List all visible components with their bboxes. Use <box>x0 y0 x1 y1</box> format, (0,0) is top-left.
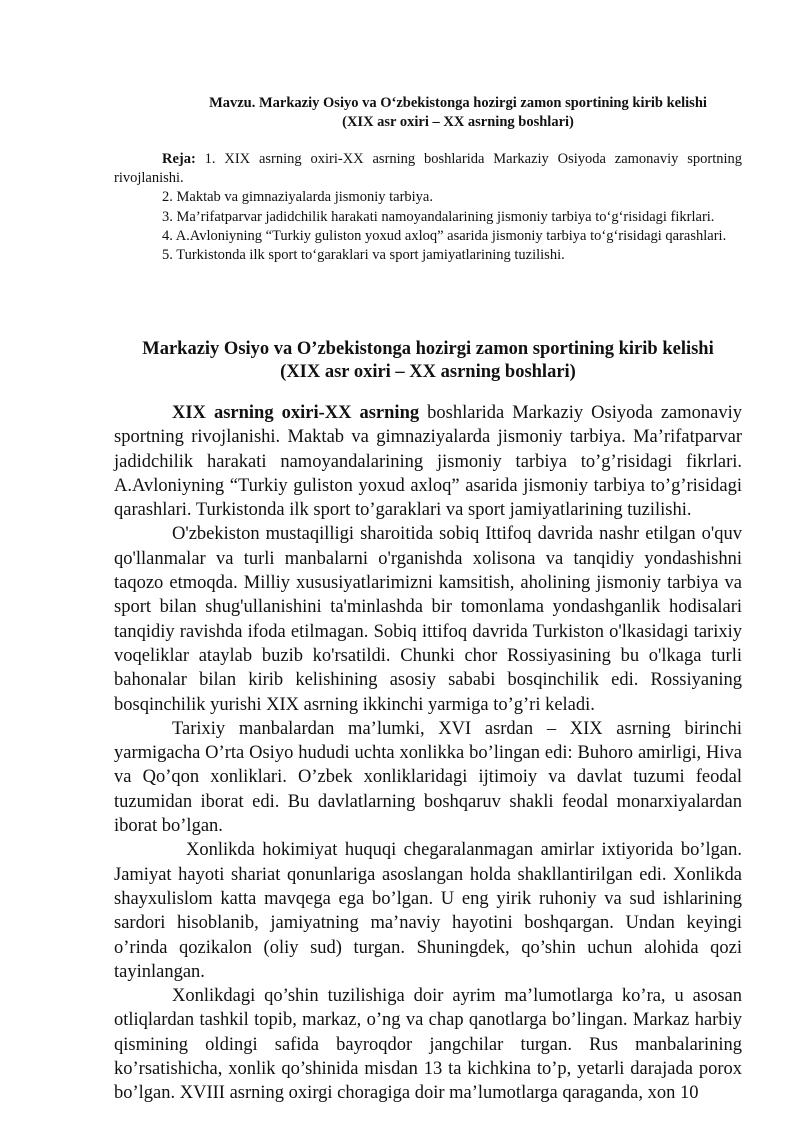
plan-section <box>114 150 742 265</box>
body-text <box>114 401 742 1106</box>
topic-title <box>114 94 742 132</box>
plan-item-text: 5. Turkistonda ilk sport to‘garaklari va sport jamiyatlarining tuzilishi. <box>162 247 565 264</box>
plan-item-4 <box>114 227 742 246</box>
main-title-line2: (XIX asr oxiri – XX asrning boshlari) <box>280 362 576 382</box>
paragraph-5: Xonlikdagi qo’shin tuzilishiga doir ayrim ma’lumotlarga ko’ra, u asosan otliqlardan tashkil topib, markaz, o’ng va chap qanotlarga bo’lingan. Markaz harbiy qismining oldingi safida bayroqdor jangchilar turgan. Rus manbalarining ko’rsatishicha, xonlik qo’shinida misdan 13 ta kichkina to’p, yetarli darajada porox bo’lgan. XVIII asrning oxirgi choragiga doir ma’lumotlarga qaraganda, xon 10 <box>114 986 742 1104</box>
topic-title-line1: Mavzu. Markaziy Osiyo va O‘zbekistonga hozirgi zamon sportining kirib kelishi <box>209 95 707 111</box>
main-title <box>114 338 742 384</box>
plan-item-text: 1. XIX asrning oxiri-XX asrning boshlarida Markaziy Osiyoda zamonaviy sportning rivojlanishi. <box>114 151 743 187</box>
paragraph-2: O'zbekiston mustaqilligi sharoitida sobiq Ittifoq davrida nashr etilgan o'quv qo'llanmalar va turli manbalarni o'rganishda xolisona va tanqidiy yondashishni taqozo etmoqda. Milliy xususiyatlarimizni kamsitish, aholining jismoniy tarbiya va sport bilan shug'ullanishini ta'minlashda bir tomonlama yondashganlik hodisalari tanqidiy ravishda ifoda etilmagan. Sobiq ittifoq davrida Turkiston o'lkasidagi tarixiy voqeliklar ataylab buzib ko'rsatildi. Chunki chor Rossiyasining bu o'lkaga turli bahonalar bilan kirib kelishining asosiy sababi bosqinchilik edi. Rossiyaning bosqinchilik yurishi XIX asrning ikkinchi yarmiga to’g’ri keladi. <box>114 524 742 715</box>
plan-item-5 <box>114 246 742 265</box>
paragraph-1-lead: XIX asrning oxiri-XX asrning <box>172 403 420 423</box>
plan-item-1 <box>114 150 742 188</box>
topic-title-line2: (XIX asr oxiri – XX asrning boshlari) <box>342 114 574 130</box>
plan-label: Reja: <box>162 151 196 167</box>
paragraph-3: Tarixiy manbalardan ma’lumki, XVI asrdan – XIX asrning birinchi yarmigacha O’rta Osiyo hududi uchta xonlikka bo’lingan edi: Buhoro amirligi, Hiva va Qo’qon xonliklari. O’zbek xonliklaridagi ijtimoiy va davlat tuzumi feodal tuzumidan iborat edi. Bu davlatlarning boshqaruv shakli feodal monarxiyalardan iborat bo’lgan. <box>114 718 742 837</box>
paragraph-4: Xonlikda hokimiyat huquqi chegaralanmagan amirlar ixtiyorida bo’lgan. Jamiyat hayoti shariat qonunlariga asoslangan holda shakllantirilgan edi. Xonlikda shayxulislom katta mavqega ega bo’lgan. U eng yirik ruhoniy va sud ishlarining sardori hisoblanib, jamiyatning ma’naviy hayotini boshqargan. Undan keyingi o’rinda qozikalon (oliy sud) turgan. Shuningdek, qo’shin uchun alohida qozi tayinlangan. <box>114 840 742 982</box>
main-title-line1: Markaziy Osiyo va O’zbekistonga hozirgi zamon sportining kirib kelishi <box>142 339 714 359</box>
plan-item-2 <box>114 188 742 207</box>
plan-item-text: 4. A.Avloniyning “Turkiy guliston yoxud axloq” asarida jismoniy tarbiya to‘g‘risidagi qarashlari. <box>162 227 727 244</box>
plan-item-text: 3. Ma’rifatparvar jadidchilik harakati namoyandalarining jismoniy tarbiya to‘g‘risidagi fikrlari. <box>162 208 715 225</box>
plan-item-3 <box>114 208 742 227</box>
paragraph-1 <box>114 401 742 522</box>
plan-item-text: 2. Maktab va gimnaziyalarda jismoniy tarbiya. <box>162 189 433 206</box>
paragraph-1-rest: boshlarida Markaziy Osiyoda zamonaviy sportning rivojlanishi. Maktab va gimnaziyalarda jismoniy tarbiya. Ma’rifatparvar jadidchilik harakati namoyandalarining jismoniy tarbiya to’g’risidagi fikrlari. A.Avloniyning “Turkiy guliston yoxud axloq” asarida jismoniy tarbiya to’g’risidagi qarashlari. Turkistonda ilk sport to’garaklari va sport jamiyatlarining tuzilishi. <box>114 403 742 521</box>
